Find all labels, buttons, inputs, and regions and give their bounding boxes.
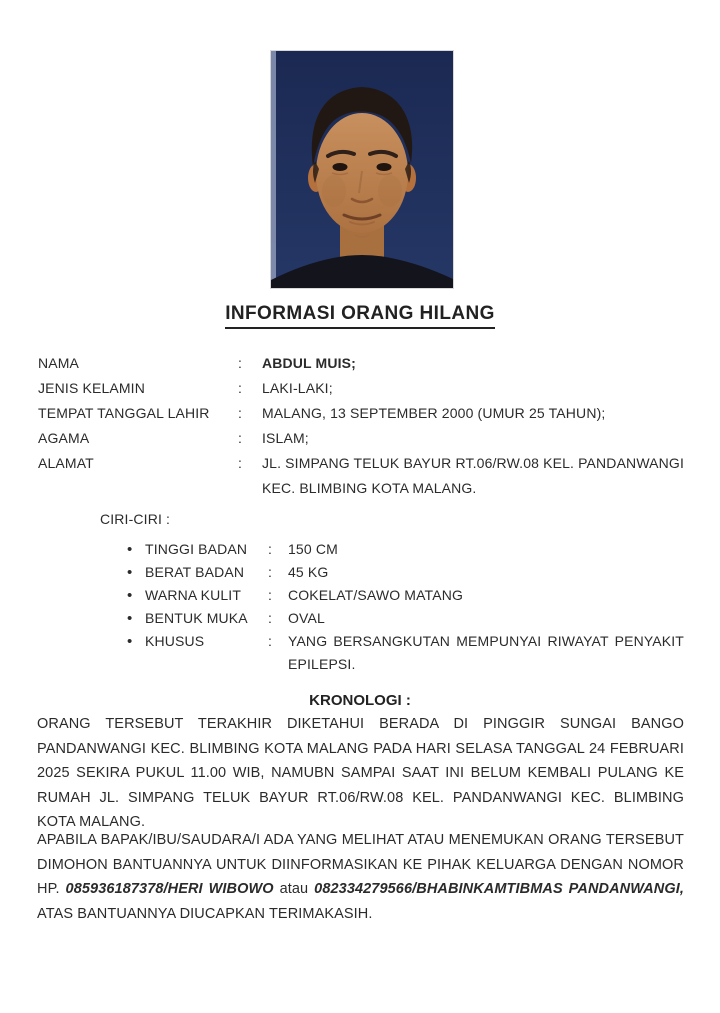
characteristics-section [100,509,684,676]
characteristics-heading: CIRI-CIRI : [100,511,171,527]
info-row-nama [38,351,684,376]
info-value: MALANG, 13 SEPTEMBER 2000 (UMUR 25 TAHUN); [262,405,606,421]
info-label: ALAMAT [38,455,94,471]
appeal-text-1: APABILA BAPAK/IBU/SAUDARA/I ADA YANG MELIHAT ATAU MENEMUKAN ORANG TERSEBUT DIMOHON BANTUANNYA UNTUK DIINFORMASIKAN KE PIHAK KELUARGA DENGAN NOMOR HP. [37,832,684,897]
bullet-icon [127,584,145,607]
characteristic-row-bentuk-muka [100,607,684,630]
characteristic-row-berat-badan [100,561,684,584]
characteristic-value: COKELAT/SAWO MATANG [288,587,464,603]
colon-separator: : [268,541,273,557]
characteristic-value: YANG BERSANGKUTAN MEMPUNYAI RIWAYAT PENYAKIT EPILEPSI. [288,633,684,672]
colon-separator: : [238,430,243,446]
bullet-icon [127,538,145,561]
characteristic-label: TINGGI BADAN [145,541,248,557]
colon-separator: : [238,455,243,471]
colon-separator: : [238,405,243,421]
characteristic-row-warna-kulit [100,584,684,607]
colon-separator: : [268,633,273,649]
colon-separator: : [238,355,243,371]
characteristic-row-tinggi-badan [100,538,684,561]
colon-separator: : [268,610,273,626]
info-label: NAMA [38,355,80,371]
contact-phone-2: 082334279566/BHABINKAMTIBMAS PANDANWANGI, [314,881,684,897]
info-label: JENIS KELAMIN [38,380,145,396]
info-row-jenis-kelamin [38,376,684,401]
info-row-tempat-tanggal-lahir [38,401,684,426]
info-section [38,351,684,501]
info-label: AGAMA [38,430,90,446]
contact-phone-1: 085936187378/HERI WIBOWO [65,881,274,897]
portrait-photo-graphic [271,51,453,288]
characteristic-label: BENTUK MUKA [145,610,248,626]
characteristic-value: OVAL [288,610,325,626]
info-row-agama [38,426,684,451]
colon-separator: : [238,380,243,396]
characteristic-value: 150 CM [288,541,338,557]
appeal-connector: atau [273,881,315,897]
info-value: JL. SIMPANG TELUK BAYUR RT.06/RW.08 KEL. PANDANWANGI KEC. BLIMBING KOTA MALANG. [262,455,684,496]
missing-person-photo [271,51,453,288]
characteristic-label: KHUSUS [145,633,205,649]
info-value: LAKI-LAKI; [262,380,333,396]
bullet-icon [127,561,145,584]
characteristic-label: WARNA KULIT [145,587,242,603]
colon-separator: : [268,564,273,580]
bullet-icon [127,607,145,630]
info-value: ISLAM; [262,430,309,446]
page-title-text: INFORMASI ORANG HILANG [225,303,495,329]
characteristic-row-khusus [100,630,684,676]
chronology-paragraph: ORANG TERSEBUT TERAKHIR DIKETAHUI BERADA DI PINGGIR SUNGAI BANGO PANDANWANGI KEC. BLIMBING KOTA MALANG PADA HARI SELASA TANGGAL 24 FEBRUARI 2025 SEKIRA PUKUL 11.00 WIB, NAMUBN SAMPAI SAAT INI BELUM KEMBALI PULANG KE RUMAH JL. SIMPANG TELUK BAYUR RT.06/RW.08 KEL. PANDANWANGI KEC. BLIMBING KOTA MALANG. [37,716,684,830]
characteristic-label: BERAT BADAN [145,564,245,580]
chronology-heading: KRONOLOGI : [309,692,411,709]
page-title [0,303,720,329]
info-label: TEMPAT TANGGAL LAHIR [38,405,210,421]
colon-separator: : [268,587,273,603]
info-value: ABDUL MUIS; [262,355,356,371]
appeal-paragraph [37,828,684,926]
characteristic-value: 45 KG [288,564,329,580]
appeal-text-2: ATAS BANTUANNYA DIUCAPKAN TERIMAKASIH. [37,905,373,922]
bullet-icon [127,630,145,676]
info-row-alamat [38,451,684,501]
